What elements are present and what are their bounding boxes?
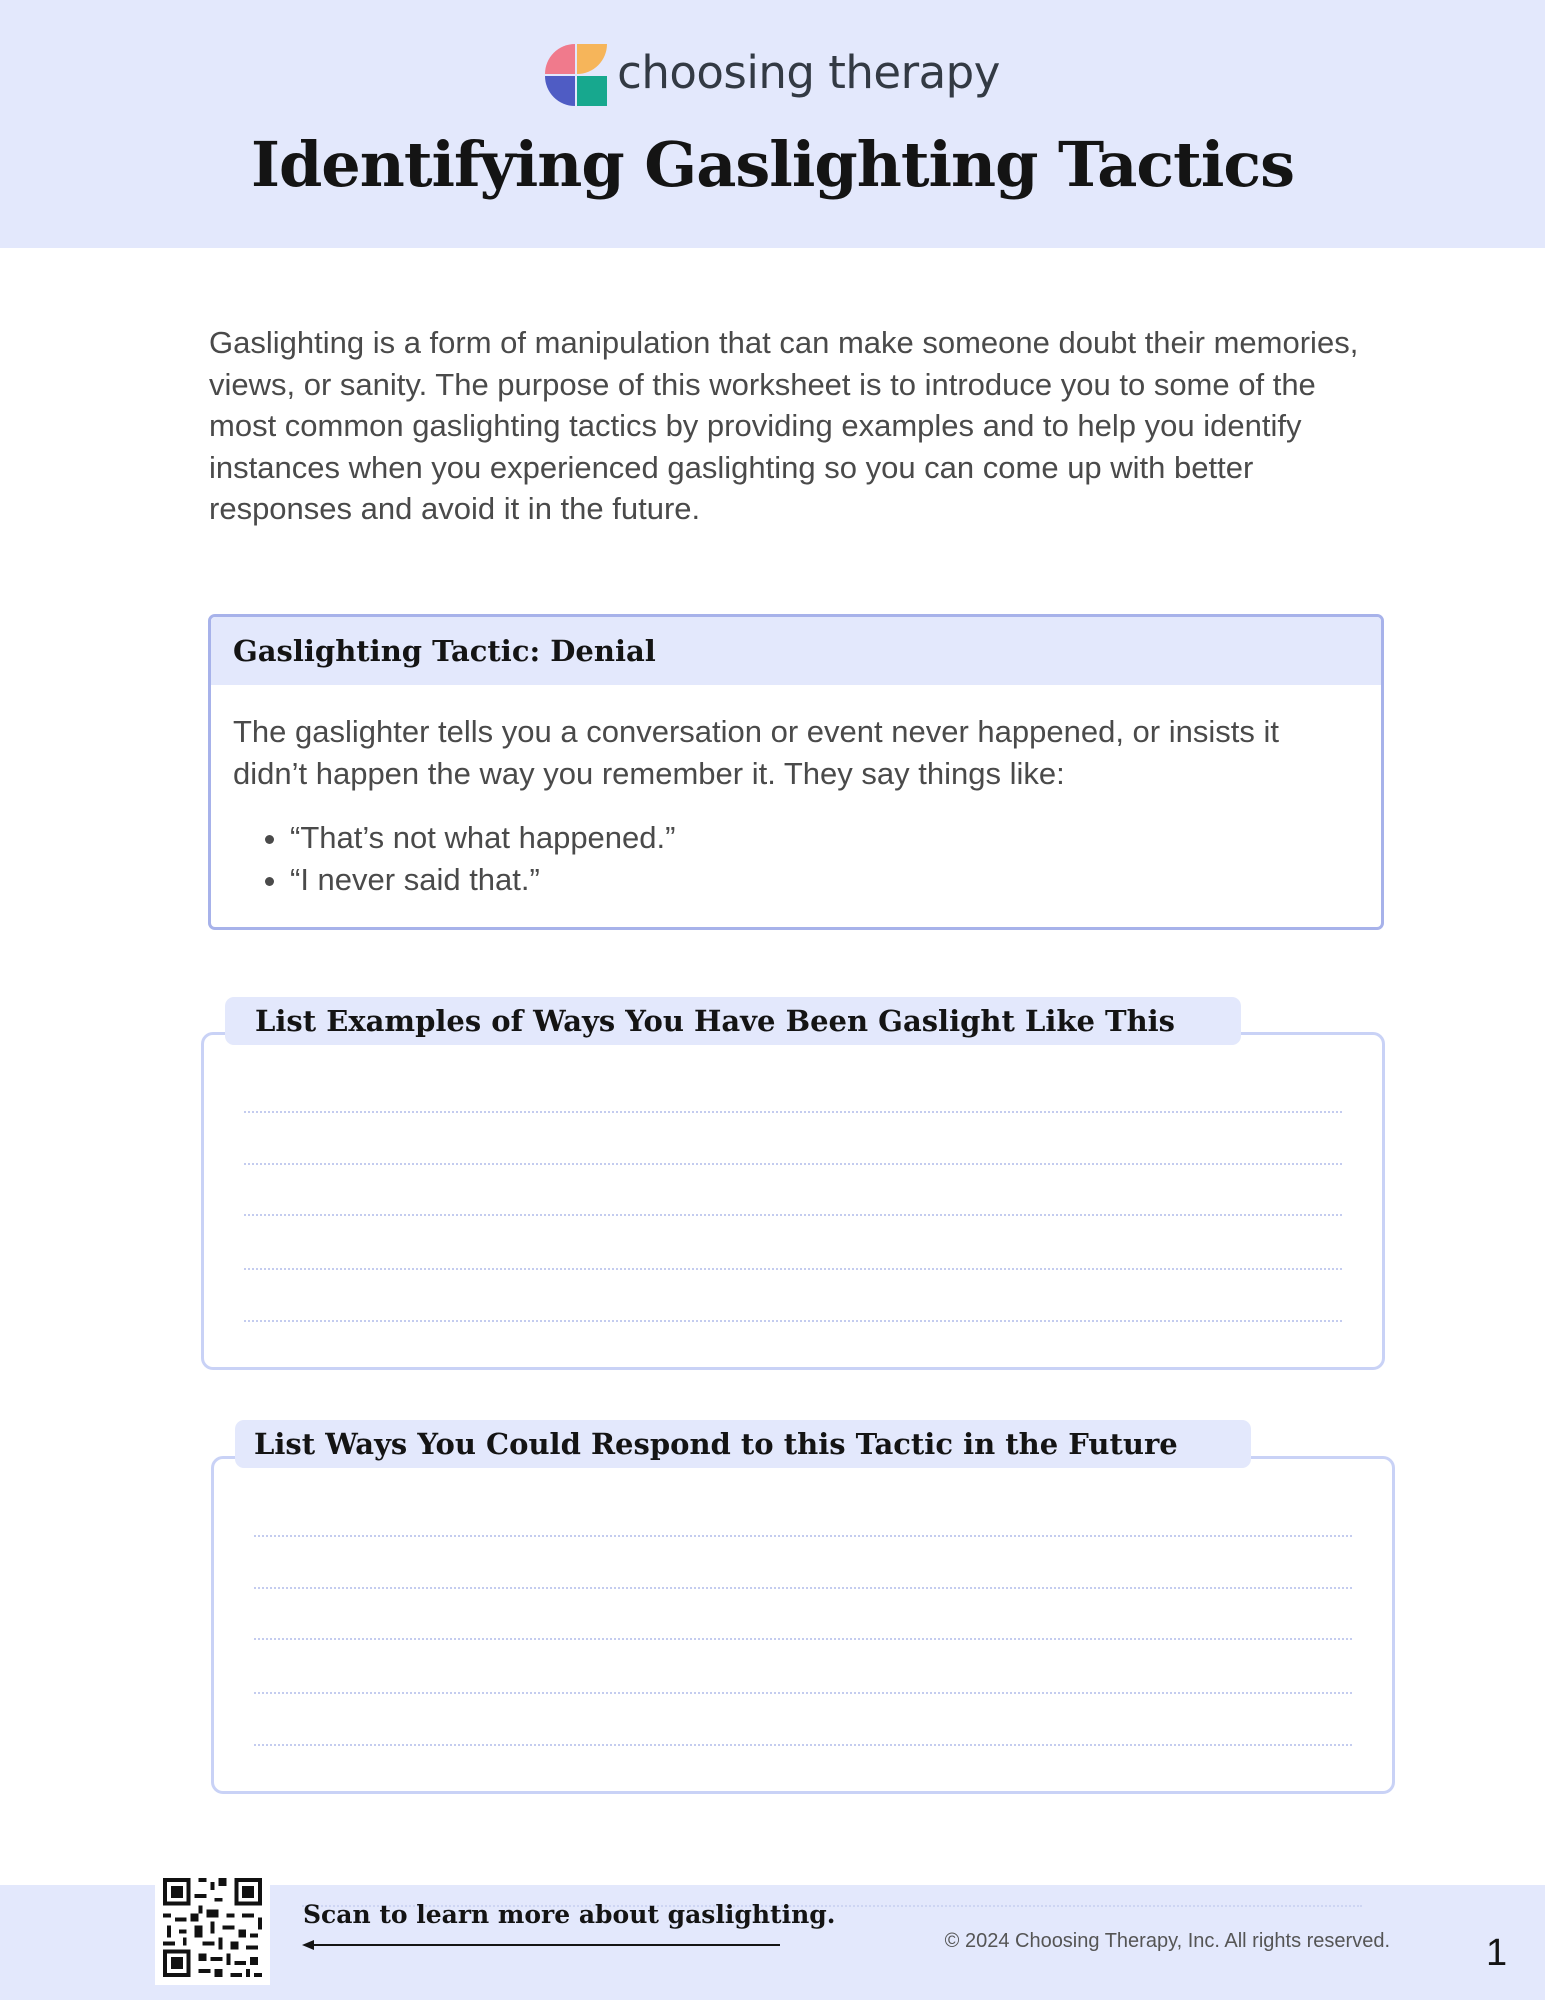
qr-code-graphic: [155, 1870, 270, 1985]
brand-name: choosing therapy: [617, 45, 1000, 99]
tactic-description: The gaslighter tells you a conversation or event never happened, or insists it didn’t happen the way you remember it. They say things like:: [233, 714, 1279, 791]
writing-line[interactable]: [244, 1268, 1342, 1270]
writing-line[interactable]: [254, 1587, 1352, 1589]
scan-prompt: Scan to learn more about gaslighting.: [303, 1900, 836, 1929]
tactic-header: [211, 617, 1381, 685]
responses-section-tab: [235, 1420, 1251, 1468]
intro-paragraph: Gaslighting is a form of manipulation that can make someone doubt their memories, views, or sanity. The purpose of this worksheet is to introduce you to some of the most common gaslighting tactics by providing examples and to help you identify instances when you experienced gaslighting so you can come up with better responses and avoid it in the future.: [209, 325, 1359, 526]
page-title: Identifying Gaslighting Tactics: [250, 128, 1295, 201]
writing-line[interactable]: [254, 1638, 1352, 1640]
writing-line[interactable]: [254, 1535, 1352, 1537]
writing-line[interactable]: [244, 1111, 1342, 1113]
tactic-heading: Gaslighting Tactic: Denial: [233, 634, 656, 668]
page-number: 1: [1486, 1932, 1508, 1974]
writing-line[interactable]: [244, 1320, 1342, 1322]
responses-writing-area[interactable]: [211, 1456, 1395, 1794]
list-item: • “I never said that.”: [290, 859, 1381, 901]
writing-line[interactable]: [244, 1214, 1342, 1216]
list-item: • “That’s not what happened.”: [290, 817, 1381, 859]
qr-code-icon[interactable]: [155, 1870, 270, 1985]
copyright-notice: © 2024 Choosing Therapy, Inc. All rights reserved.: [944, 1930, 1390, 1952]
examples-writing-area[interactable]: [201, 1032, 1385, 1370]
arrow-left-icon: [302, 1937, 782, 1953]
examples-section-tab: [225, 997, 1241, 1045]
writing-line[interactable]: [244, 1163, 1342, 1165]
examples-section-heading: List Examples of Ways You Have Been Gaslight Like This: [255, 1004, 1175, 1038]
responses-section-heading: List Ways You Could Respond to this Tactic in the Future: [254, 1427, 1178, 1461]
choosing-therapy-logo-icon: [545, 44, 607, 106]
tactic-card: [208, 614, 1384, 930]
header-band: [0, 0, 1545, 248]
brand: [0, 44, 1545, 106]
tactic-quote-list: [211, 817, 1381, 901]
writing-line[interactable]: [254, 1692, 1352, 1694]
writing-line[interactable]: [254, 1744, 1352, 1746]
